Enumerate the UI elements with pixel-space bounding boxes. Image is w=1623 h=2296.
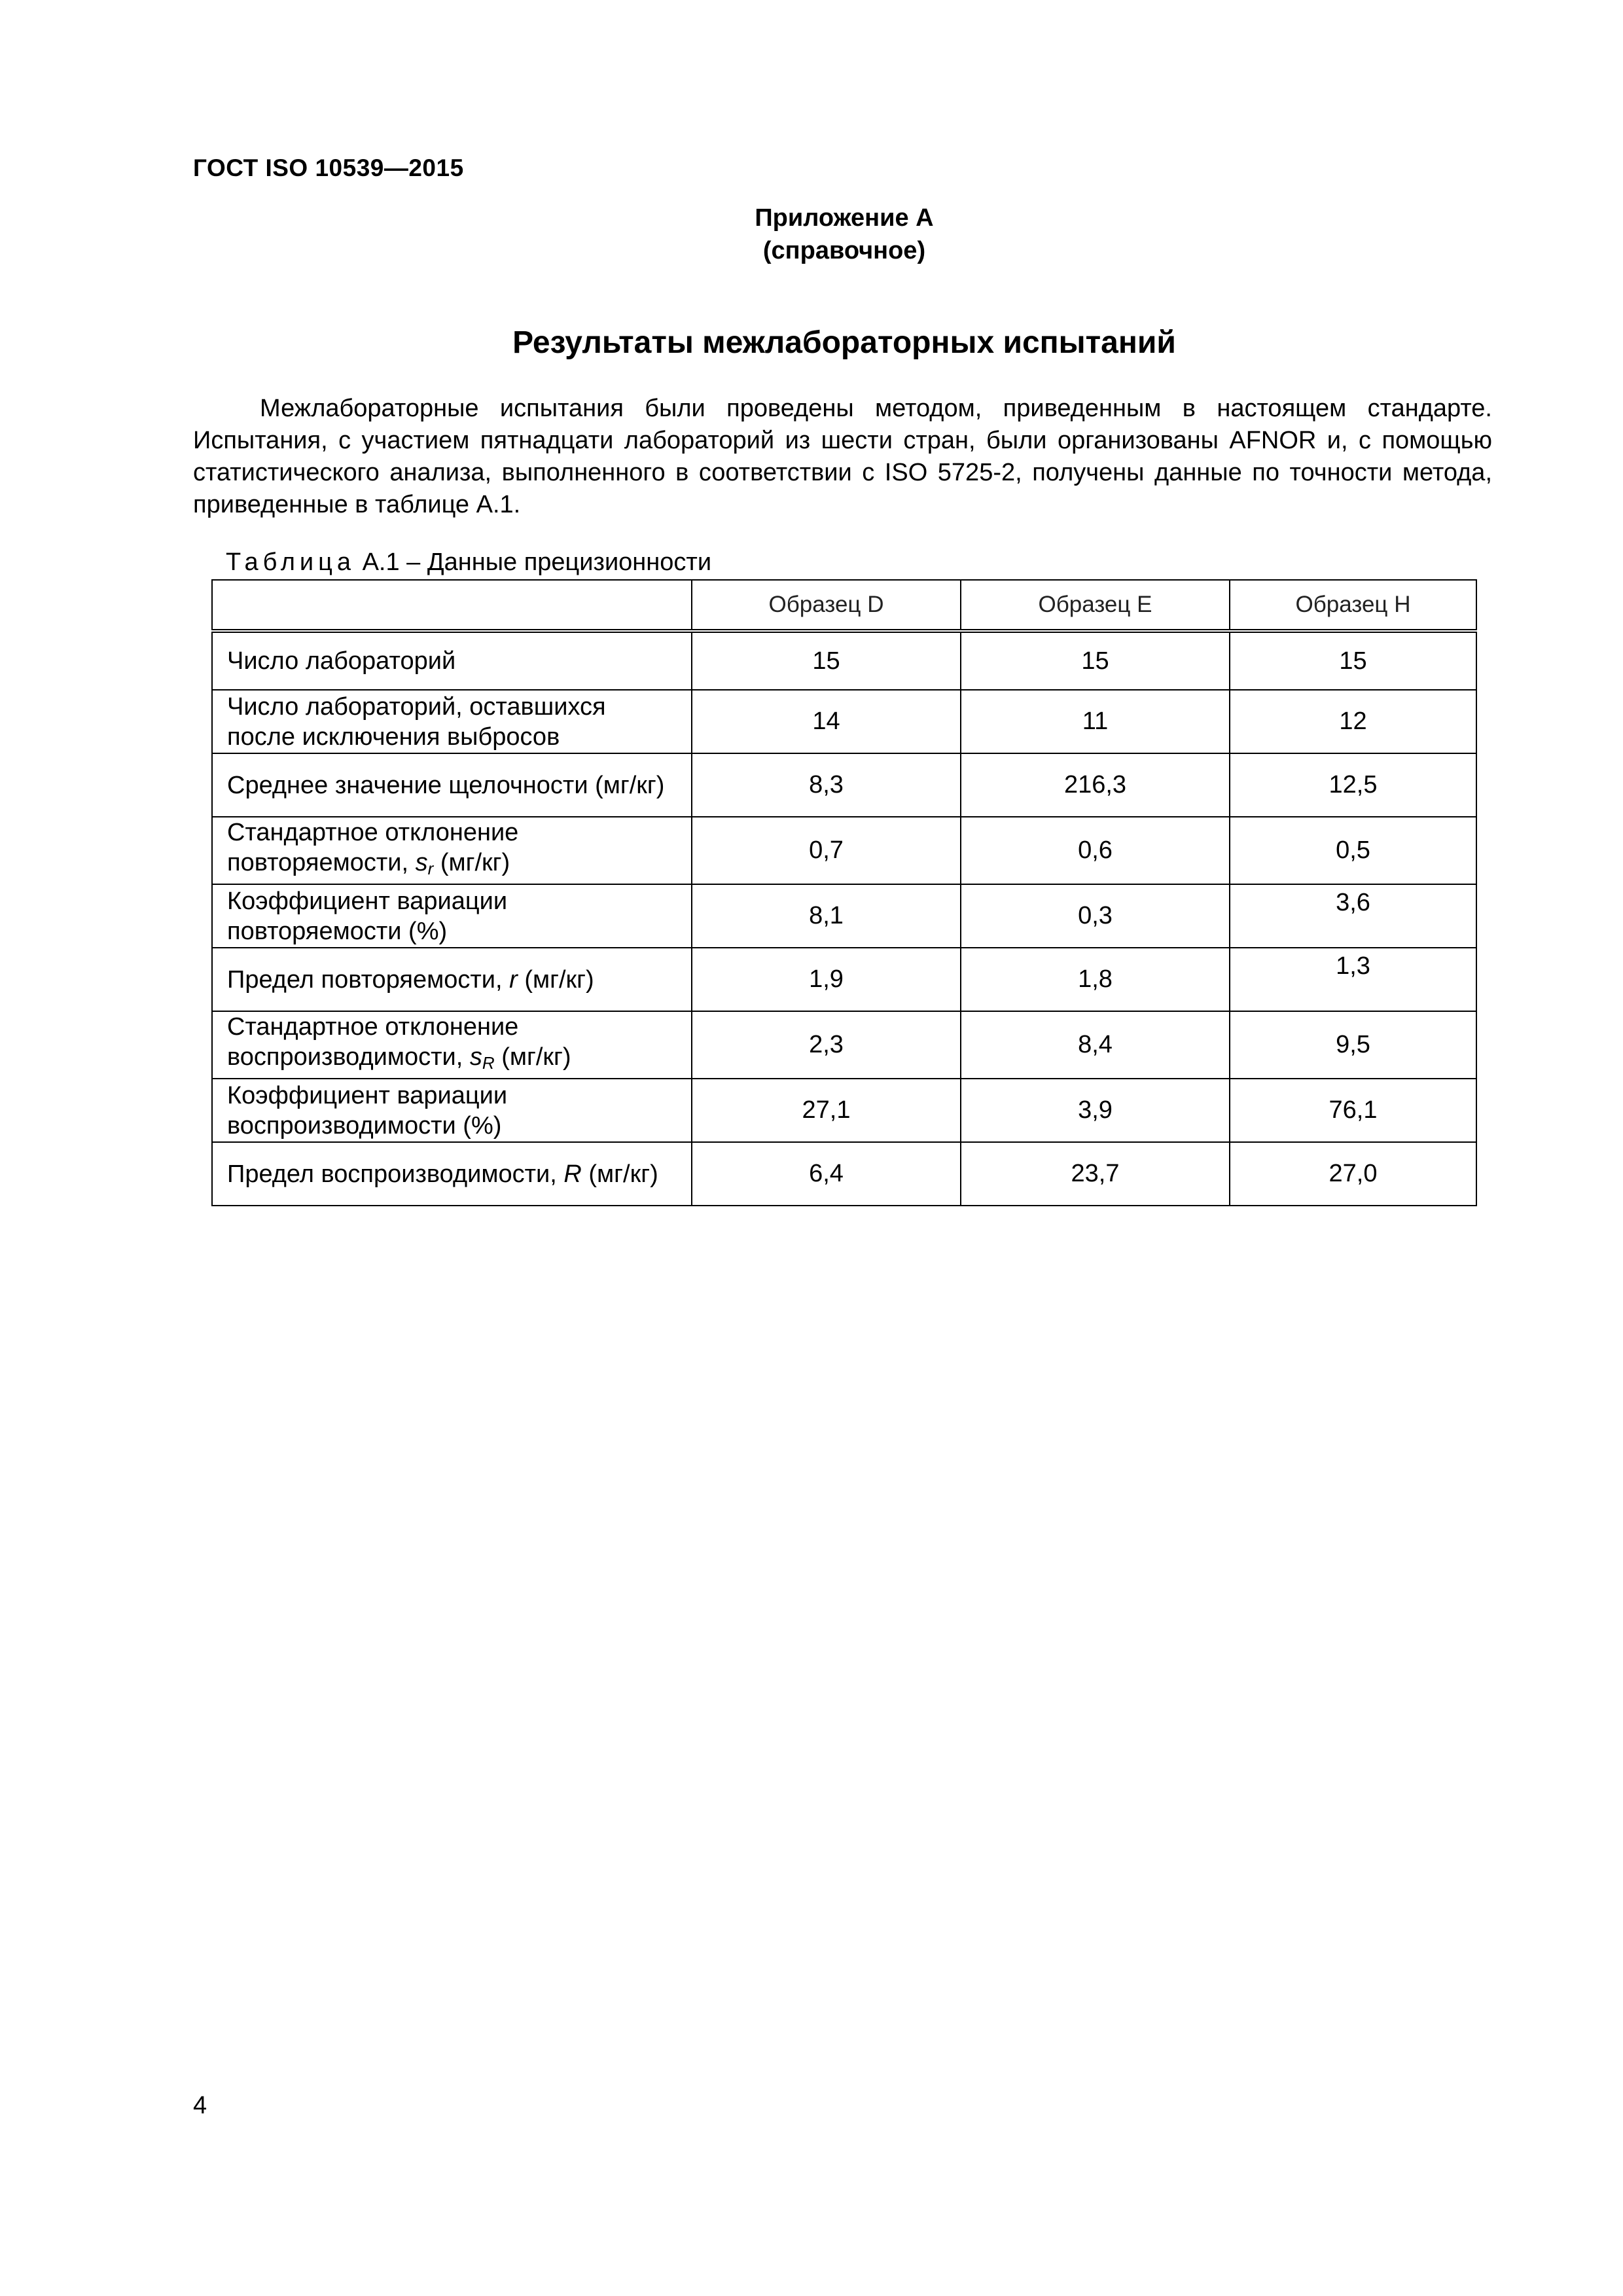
param-unit: (мг/кг) [433, 849, 510, 876]
table-row [212, 817, 1476, 884]
table-row [212, 948, 1476, 1011]
annex-type: (справочное) [762, 237, 926, 264]
cell-sample-e: 0,3 [961, 884, 1230, 948]
cell-sample-e: 8,4 [961, 1011, 1230, 1079]
row-parameter: Число лабораторий, оставшихся после исключения выбросов [212, 690, 692, 753]
table-caption [226, 548, 711, 577]
param-symbol: r [509, 965, 518, 994]
row-parameter [212, 817, 692, 884]
cell-sample-h: 3,6 [1230, 884, 1476, 948]
cell-sample-d: 2,3 [692, 1011, 961, 1079]
cell-sample-h: 15 [1230, 631, 1476, 690]
cell-sample-h: 27,0 [1230, 1142, 1476, 1206]
table-row [212, 690, 1476, 753]
cell-sample-e: 0,6 [961, 817, 1230, 884]
table-row [212, 753, 1476, 817]
cell-sample-d: 8,3 [692, 753, 961, 817]
cell-sample-d: 6,4 [692, 1142, 961, 1206]
cell-sample-h: 9,5 [1230, 1011, 1476, 1079]
param-text: Стандартное отклонение повторяемости, [227, 819, 519, 876]
table-row [212, 884, 1476, 948]
cell-sample-d: 27,1 [692, 1079, 961, 1142]
cell-sample-e: 15 [961, 631, 1230, 690]
table-row [212, 1011, 1476, 1079]
cell-sample-h: 76,1 [1230, 1079, 1476, 1142]
column-header-sample-h: Образец H [1230, 580, 1476, 631]
annex-heading [641, 202, 1047, 267]
intro-paragraph: Межлабораторные испытания были проведены методом, приведенным в настоящем стандарте. Испытания, с участием пятнадцати лабораторий из шести стран, были организованы AFNOR и, с помощью статистического анализа, выполненного в соответствии с ISO 5725-2, получены данные по точности метода, приведенные в таблице А.1. [193, 395, 1492, 518]
cell-sample-h: 1,3 [1230, 948, 1476, 1011]
standard-header: ГОСТ ISO 10539—2015 [193, 154, 464, 181]
cell-sample-e: 11 [961, 690, 1230, 753]
param-unit: (мг/кг) [494, 1043, 571, 1071]
annex-title: Приложение А [755, 204, 934, 232]
param-subscript: R [482, 1053, 495, 1073]
param-text: Стандартное отклонение воспроизводимости, [227, 1013, 519, 1071]
cell-sample-d: 15 [692, 631, 961, 690]
column-header-sample-e: Образец E [961, 580, 1230, 631]
cell-sample-d: 0,7 [692, 817, 961, 884]
table-row [212, 1142, 1476, 1206]
cell-sample-e: 216,3 [961, 753, 1230, 817]
param-text: Предел повторяемости, [227, 965, 510, 994]
cell-sample-d: 1,9 [692, 948, 961, 1011]
row-parameter: Число лабораторий [212, 631, 692, 690]
param-symbol: R [563, 1160, 582, 1188]
table-row [212, 1079, 1476, 1142]
param-subscript: r [427, 859, 434, 878]
table-header-row [212, 580, 1476, 631]
section-title: Результаты межлабораторных испытаний [512, 325, 1176, 360]
row-parameter [212, 1142, 692, 1206]
cell-sample-h: 12,5 [1230, 753, 1476, 817]
column-header-sample-d: Образец D [692, 580, 961, 631]
row-parameter: Коэффициент вариации воспроизводимости (%) [212, 1079, 692, 1142]
page-number: 4 [193, 2092, 207, 2119]
table-row [212, 631, 1476, 690]
param-symbol: s [415, 849, 428, 876]
cell-sample-e: 1,8 [961, 948, 1230, 1011]
table-caption-prefix: Таблица [226, 548, 355, 576]
column-header-parameter [212, 580, 692, 631]
cell-sample-e: 3,9 [961, 1079, 1230, 1142]
param-unit: (мг/кг) [581, 1160, 658, 1188]
row-parameter: Коэффициент вариации повторяемости (%) [212, 884, 692, 948]
cell-sample-e: 23,7 [961, 1142, 1230, 1206]
param-unit: (мг/кг) [517, 965, 594, 994]
row-parameter [212, 948, 692, 1011]
row-parameter: Среднее значение щелочности (мг/кг) [212, 753, 692, 817]
param-text: Предел воспроизводимости, [227, 1160, 564, 1188]
table-caption-text: А.1 – Данные прецизионности [362, 548, 712, 576]
param-symbol: s [469, 1043, 482, 1071]
cell-sample-d: 14 [692, 690, 961, 753]
cell-sample-d: 8,1 [692, 884, 961, 948]
precision-table [211, 579, 1477, 1206]
row-parameter [212, 1011, 692, 1079]
cell-sample-h: 0,5 [1230, 817, 1476, 884]
cell-sample-h: 12 [1230, 690, 1476, 753]
